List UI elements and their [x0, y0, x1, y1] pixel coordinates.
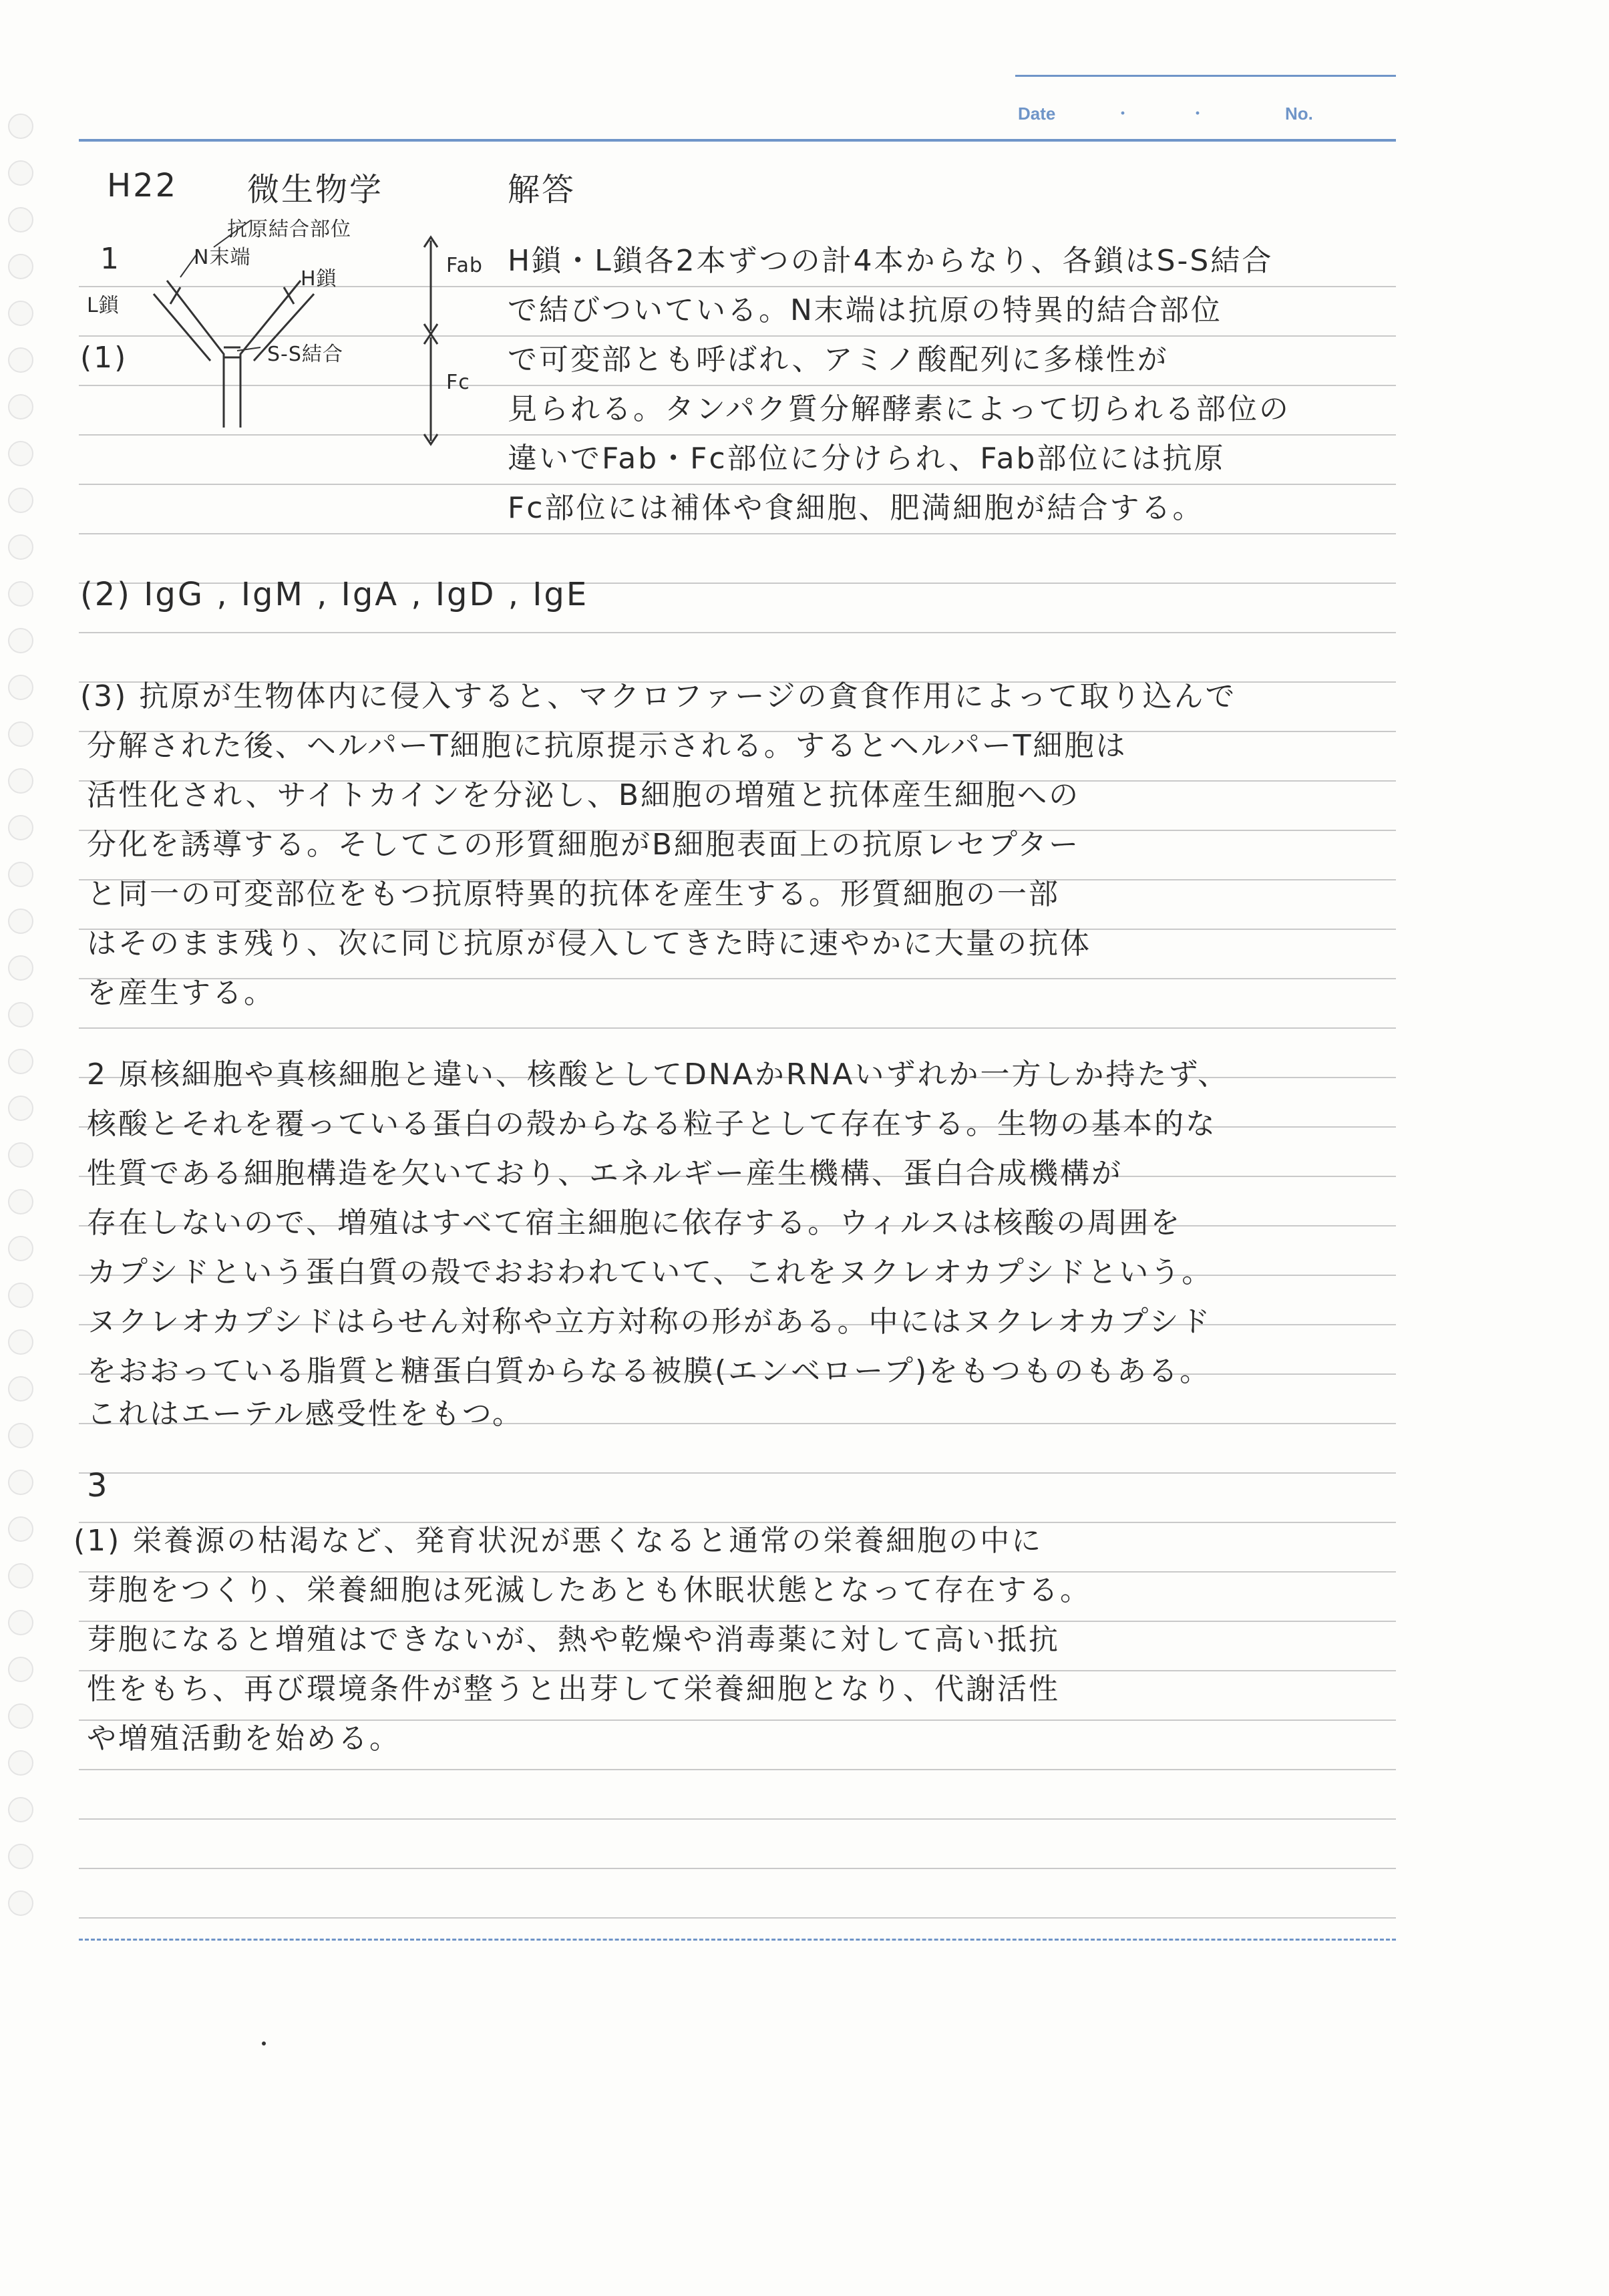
q1-part3-line: 分解された後、ヘルパーT細胞に抗原提示される。するとヘルパーT細胞は: [87, 729, 1127, 763]
binder-hole: [8, 862, 33, 887]
binder-hole: [8, 721, 33, 747]
q1-text-line: H鎖・L鎖各2本ずつの計4本からなり、各鎖はS-S結合: [508, 244, 1274, 278]
ruled-line: [79, 533, 1396, 534]
q2-text-line: 性質である細胞構造を欠いており、エネルギー産生機構、蛋白合成機構が: [87, 1156, 1123, 1190]
binder-hole: [8, 1189, 33, 1214]
binder-hole: [8, 1563, 33, 1589]
ss-bond-label: S-S結合: [267, 343, 343, 366]
binder-hole: [8, 581, 33, 607]
q1-part3-line: はそのまま残り、次に同じ抗原が侵入してきた時に速やかに大量の抗体: [87, 927, 1091, 961]
q2-text-line: 2 原核細胞や真核細胞と違い、核酸としてDNAかRNAいずれか一方しか持たず、: [87, 1057, 1229, 1092]
ruled-line: [79, 632, 1396, 633]
q1-part3-line: と同一の可変部位をもつ抗原特異的抗体を産生する。形質細胞の一部: [87, 877, 1060, 911]
ruled-line: [79, 1917, 1396, 1919]
date-label: Date: [1018, 104, 1056, 124]
binder-hole: [8, 1002, 33, 1027]
title-year: H22: [107, 167, 178, 204]
ruled-line: [79, 1472, 1396, 1474]
title-subject: 微生物学: [247, 171, 384, 208]
binder-holes: [8, 114, 41, 1917]
q3-text-line: や増殖活動を始める。: [87, 1721, 401, 1756]
footer-rule: [79, 1939, 1396, 1941]
q2-text-line: カプシドという蛋白質の殻でおおわれていて、これをヌクレオカプシドという。: [87, 1255, 1214, 1289]
binder-hole: [8, 815, 33, 840]
antibody-diagram: [80, 207, 508, 448]
q3-number: 3: [87, 1467, 110, 1504]
binder-hole: [8, 1049, 33, 1074]
binder-hole: [8, 441, 33, 466]
q3-text-line: (1) 栄養源の枯渇など、発育状況が悪くなると通常の栄養細胞の中に: [73, 1524, 1043, 1558]
binder-hole: [8, 1610, 33, 1635]
question-number: 1: [100, 242, 121, 276]
binder-hole: [8, 1283, 33, 1308]
ruled-line: [79, 1769, 1396, 1770]
q1-text-line: 違いでFab・Fc部位に分けられ、Fab部位には抗原: [508, 442, 1226, 476]
binder-hole: [8, 909, 33, 934]
q2-text-line: ヌクレオカプシドはらせん対称や立方対称の形がある。中にはヌクレオカプシド: [87, 1305, 1212, 1339]
ink-dot: [262, 2041, 266, 2045]
header-top-rule: [1015, 75, 1396, 77]
binder-hole: [8, 628, 33, 653]
q1-part2-answer: (2) IgG , IgM , IgA , IgD , IgE: [80, 576, 589, 613]
date-separator: ・: [1189, 104, 1207, 124]
ruled-line: [79, 1868, 1396, 1869]
binder-hole: [8, 1844, 33, 1869]
binder-hole: [8, 1797, 33, 1822]
antigen-binding-site-label: 抗原結合部位: [227, 218, 351, 241]
binder-hole: [8, 1142, 33, 1168]
binder-hole: [8, 394, 33, 420]
binder-hole: [8, 1470, 33, 1495]
q1-text-line: 見られる。タンパク質分解酵素によって切られる部位の: [508, 392, 1290, 426]
binder-hole: [8, 534, 33, 560]
binder-hole: [8, 1703, 33, 1729]
binder-hole: [8, 1750, 33, 1776]
binder-hole: [8, 675, 33, 700]
q3-text-line: 性をもち、再び環境条件が整うと出芽して栄養細胞となり、代謝活性: [87, 1672, 1060, 1706]
ruled-line: [79, 1027, 1396, 1029]
binder-hole: [8, 955, 33, 981]
q1-text-line: で結びついている。N末端は抗原の特異的結合部位: [508, 293, 1222, 327]
l-chain-label: L鎖: [87, 294, 120, 317]
q1-part3-line: 分化を誘導する。そしてこの形質細胞がB細胞表面上の抗原レセプター: [87, 828, 1081, 862]
fc-label: Fc: [446, 371, 470, 394]
binder-hole: [8, 1236, 33, 1261]
binder-hole: [8, 1516, 33, 1542]
q2-text-line: をおおっている脂質と糖蛋白質からなる被膜(エンベロープ)をもつものもある。: [87, 1354, 1212, 1388]
binder-hole: [8, 1657, 33, 1682]
binder-hole: [8, 347, 33, 373]
title-answer: 解答: [508, 171, 576, 208]
binder-hole: [8, 1329, 33, 1355]
binder-hole: [8, 488, 33, 513]
date-separator: ・: [1114, 104, 1132, 124]
q1-part3-line: 活性化され、サイトカインを分泌し、B細胞の増殖と抗体産生細胞への: [87, 778, 1081, 812]
binder-hole: [8, 114, 33, 139]
q1-text-line: で可変部とも呼ばれ、アミノ酸配列に多様性が: [508, 343, 1169, 377]
q2-text-line: これはエーテル感受性をもつ。: [87, 1397, 524, 1431]
binder-hole: [8, 207, 33, 232]
fab-label: Fab: [446, 254, 483, 277]
n-terminal-label: N末端: [194, 246, 251, 269]
binder-hole: [8, 1376, 33, 1402]
header-bottom-rule: [79, 139, 1396, 142]
binder-hole: [8, 254, 33, 279]
q3-text-line: 芽胞になると増殖はできないが、熱や乾燥や消毒薬に対して高い抵抗: [87, 1623, 1060, 1657]
q2-text-line: 存在しないので、増殖はすべて宿主細胞に依存する。ウィルスは核酸の周囲を: [87, 1206, 1182, 1240]
binder-hole: [8, 160, 33, 186]
ruled-line: [79, 1818, 1396, 1820]
binder-hole: [8, 1096, 33, 1121]
binder-hole: [8, 768, 33, 794]
h-chain-label: H鎖: [301, 267, 337, 291]
q1-text-line: Fc部位には補体や食細胞、肥満細胞が結合する。: [508, 491, 1204, 525]
binder-hole: [8, 301, 33, 326]
sub-question-label: (1): [80, 341, 128, 375]
ruled-line: [79, 978, 1396, 979]
binder-hole: [8, 1423, 33, 1448]
q1-part3-line: (3) 抗原が生物体内に侵入すると、マクロファージの貪食作用によって取り込んで: [80, 679, 1237, 713]
q1-part3-line: を産生する。: [87, 976, 275, 1010]
q3-text-line: 芽胞をつくり、栄養細胞は死滅したあとも休眠状態となって存在する。: [87, 1573, 1091, 1607]
binder-hole: [8, 1891, 33, 1916]
q2-text-line: 核酸とそれを覆っている蛋白の殻からなる粒子として存在する。生物の基本的な: [87, 1107, 1217, 1141]
number-label: No.: [1285, 104, 1313, 124]
